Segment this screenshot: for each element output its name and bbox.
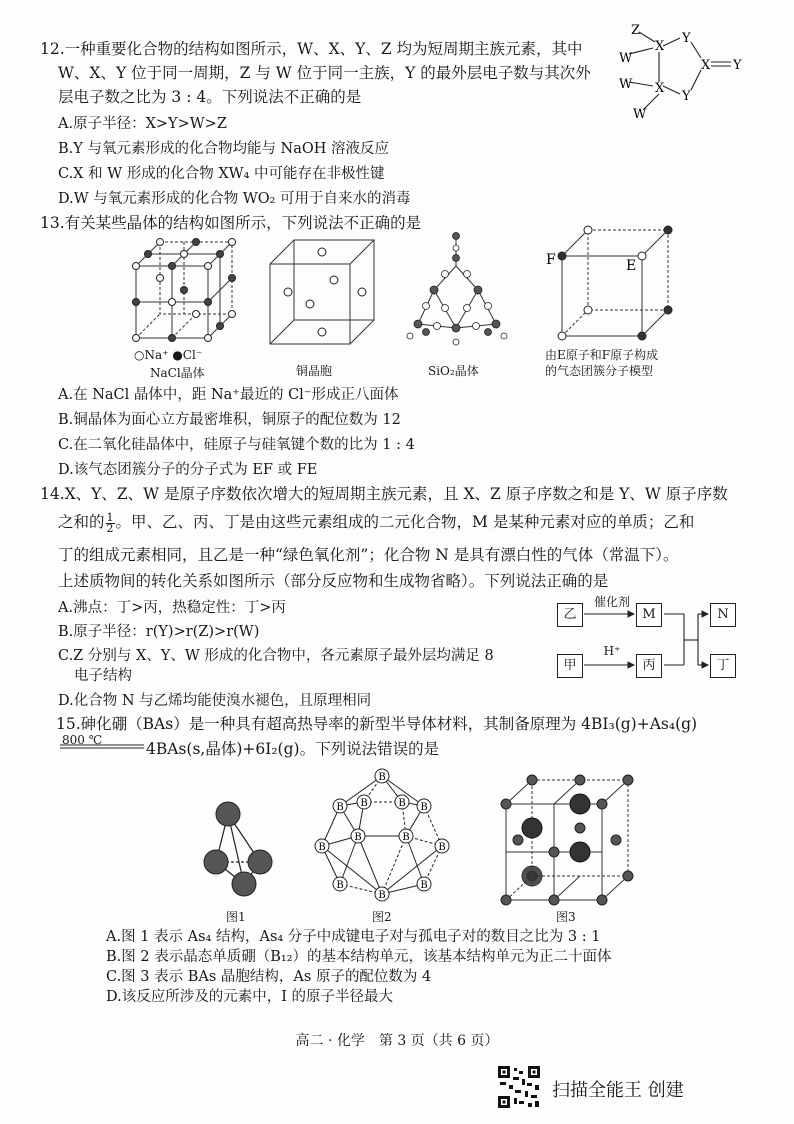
- fig3-caption: 图3: [556, 910, 576, 924]
- q15-option-a: A.图 1 表示 As₄ 结构，As₄ 分子中成键电子对与孤电子对的数目之比为 3 : 1: [106, 929, 601, 945]
- q14-option-b: B.原子半径：r(Y)>r(Z)>r(W): [58, 624, 260, 640]
- q14-stem-line3: 丁的组成元素相同，且乙是一种“绿色氧化剂”；化合物 N 是具有漂白性的气体（常温下）。: [58, 546, 679, 564]
- q12-stem-line1: 12.一种重要化合物的结构如图所示，W、X、Y、Z 均为短周期主族元素，其中: [40, 40, 583, 58]
- q12-stem-line3: 层电子数之比为 3 : 4。下列说法不正确的是: [58, 88, 362, 106]
- boron-atom-label: B: [420, 802, 428, 813]
- cl-legend-label: Cl⁻: [182, 348, 203, 362]
- cl-legend-icon: ●: [172, 348, 183, 362]
- q15-stem-line2: 4BAs(s,晶体)+6I₂(g)。下列说法错误的是: [146, 740, 440, 758]
- q12-atom-w-left1: W: [619, 51, 633, 66]
- boron-atom-label: B: [318, 842, 326, 853]
- bas-cell-diagram: [496, 776, 636, 906]
- fig2-caption: 图2: [372, 910, 392, 924]
- q12-atom-z: Z: [631, 23, 641, 38]
- icosahedron-edge: [382, 836, 406, 894]
- q14-stem-line4: 上述质物间的转化关系如图所示（部分反应物和生成物省略）。下列说法正确的是: [58, 572, 609, 590]
- q15-reaction-condition: 800 ℃: [62, 733, 103, 747]
- boron-atom-label: B: [402, 832, 410, 843]
- q13-stem: 13.有关某些晶体的结构如图所示，下列说法不正确的是: [40, 214, 422, 232]
- flow-box-m: M: [636, 603, 662, 627]
- q12-stem-line2: W、X、Y 位于同一周期，Z 与 W 位于同一主族，Y 的最外层电子数与其次外: [58, 64, 591, 82]
- sio2-caption: SiO₂晶体: [428, 364, 479, 378]
- q15-option-d: D.该反应所涉及的元素中，I 的原子半径最大: [106, 989, 394, 1005]
- q14-stem-line2b: 。甲、乙、丙、丁是由这些元素组成的二元化合物，M 是某种元素对应的单质；乙和: [115, 513, 695, 531]
- q14-stem-line1: 14.X、Y、Z、W 是原子序数依次增大的短周期主族元素，且 X、Z 原子序数之和是 Y、W 原子序数: [40, 485, 728, 503]
- q12-atom-x-bottom: X: [655, 81, 665, 96]
- flow-box-n: N: [710, 603, 736, 627]
- na-legend-icon: ○: [134, 348, 145, 362]
- as4-tetrahedron-diagram: [200, 800, 290, 900]
- q13-option-c: C.在二氧化硅晶体中，硅原子与硅氧键个数的比为 1 : 4: [58, 437, 415, 453]
- label-f: F: [546, 252, 556, 268]
- q12-option-d: D.W 与氧元素形成的化合物 WO₂ 可用于自来水的消毒: [58, 191, 411, 207]
- q14-option-a: A.沸点：丁>丙，热稳定性：丁>丙: [58, 600, 286, 616]
- flow-box-jia: 甲: [557, 654, 583, 678]
- q12-atom-w-left2: W: [619, 77, 633, 92]
- boron-atom-label: B: [378, 772, 386, 783]
- page-footer: 高二 · 化学 第 3 页（共 6 页）: [295, 1033, 499, 1049]
- na-legend-label: Na⁺: [144, 348, 169, 362]
- boron-atom-label: B: [378, 890, 386, 901]
- icosahedron-edge: [358, 836, 382, 894]
- boron-atom-label: B: [398, 798, 406, 809]
- nacl-caption: NaCl晶体: [150, 366, 205, 380]
- q12-option-b: B.Y 与氧元素形成的化合物均能与 NaOH 溶液反应: [58, 141, 390, 157]
- cluster-caption-line2: 的气态团簇分子模型: [545, 364, 654, 378]
- flow-box-ding: 丁: [710, 654, 736, 678]
- q14-stem-line2a: 之和的: [58, 513, 105, 531]
- boron-atom-label: B: [354, 832, 362, 843]
- boron-atom-label: B: [438, 842, 446, 853]
- q12-atom-y-top: Y: [682, 31, 691, 46]
- q15-stem-line1: 15.砷化硼（BAs）是一种具有超高热导率的新型半导体材料，其制备原理为 4BI₃(g)+As₄(g): [56, 715, 698, 733]
- icosahedron-edge: [340, 836, 358, 884]
- flow-catalyst-label: 催化剂: [593, 595, 630, 609]
- q15-option-c: C.图 3 表示 BAs 晶胞结构，As 原子的配位数为 4: [106, 969, 432, 985]
- q12-atom-y-bottom: Y: [682, 89, 691, 104]
- q13-option-a: A.在 NaCl 晶体中，距 Na⁺最近的 Cl⁻形成正八面体: [58, 387, 399, 403]
- fraction-one-half: $\frac{1}{2}$: [106, 510, 114, 535]
- q14-option-c-line2: 电子结构: [74, 668, 132, 684]
- q13-option-b: B.铜晶体为面心立方最密堆积，铜原子的配位数为 12: [58, 412, 401, 428]
- q15-equals-sign: [60, 744, 144, 750]
- flow-h-plus-label: H⁺: [603, 644, 621, 658]
- boron-atom-label: B: [336, 802, 344, 813]
- label-e: E: [626, 258, 637, 274]
- q15-option-b: B.图 2 表示晶态单质硼（B₁₂）的基本结构单元，该基本结构单元为正二十面体: [106, 949, 612, 965]
- cluster-caption-line1: 由E原子和F原子构成: [545, 348, 659, 362]
- icosahedron-edge: [406, 836, 424, 884]
- q12-option-c: C.X 和 W 形成的化合物 XW₄ 中可能存在非极性键: [58, 166, 385, 182]
- q14-option-c-line1: C.Z 分别与 X、Y、W 形成的化合物中，各元素原子最外层均满足 8: [58, 648, 494, 664]
- copper-caption: 铜晶胞: [296, 364, 333, 378]
- scanner-watermark: 扫描全能王 创建: [552, 1080, 684, 1101]
- q13-option-d: D.该气态团簇分子的分子式为 EF 或 FE: [58, 462, 318, 478]
- qr-code-icon: [497, 1065, 541, 1109]
- boron-atom-label: B: [420, 880, 428, 891]
- q12-atom-x-top: X: [655, 39, 665, 54]
- boron-atom-label: B: [336, 880, 344, 891]
- q12-atom-x-right: X: [701, 58, 711, 73]
- boron-atom-label: B: [360, 798, 368, 809]
- q14-option-d: D.化合物 N 与乙烯均能使溴水褪色，且原理相同: [58, 693, 372, 709]
- q12-atom-w-bottom: W: [633, 107, 647, 122]
- q12-option-a: A.原子半径：X>Y>W>Z: [58, 116, 227, 132]
- flow-box-bing: 丙: [636, 654, 662, 678]
- q12-atom-y-right: Y: [733, 58, 742, 73]
- flow-box-yi: 乙: [557, 603, 583, 627]
- fig1-caption: 图1: [226, 910, 246, 924]
- b12-icosahedron-diagram: [312, 766, 452, 904]
